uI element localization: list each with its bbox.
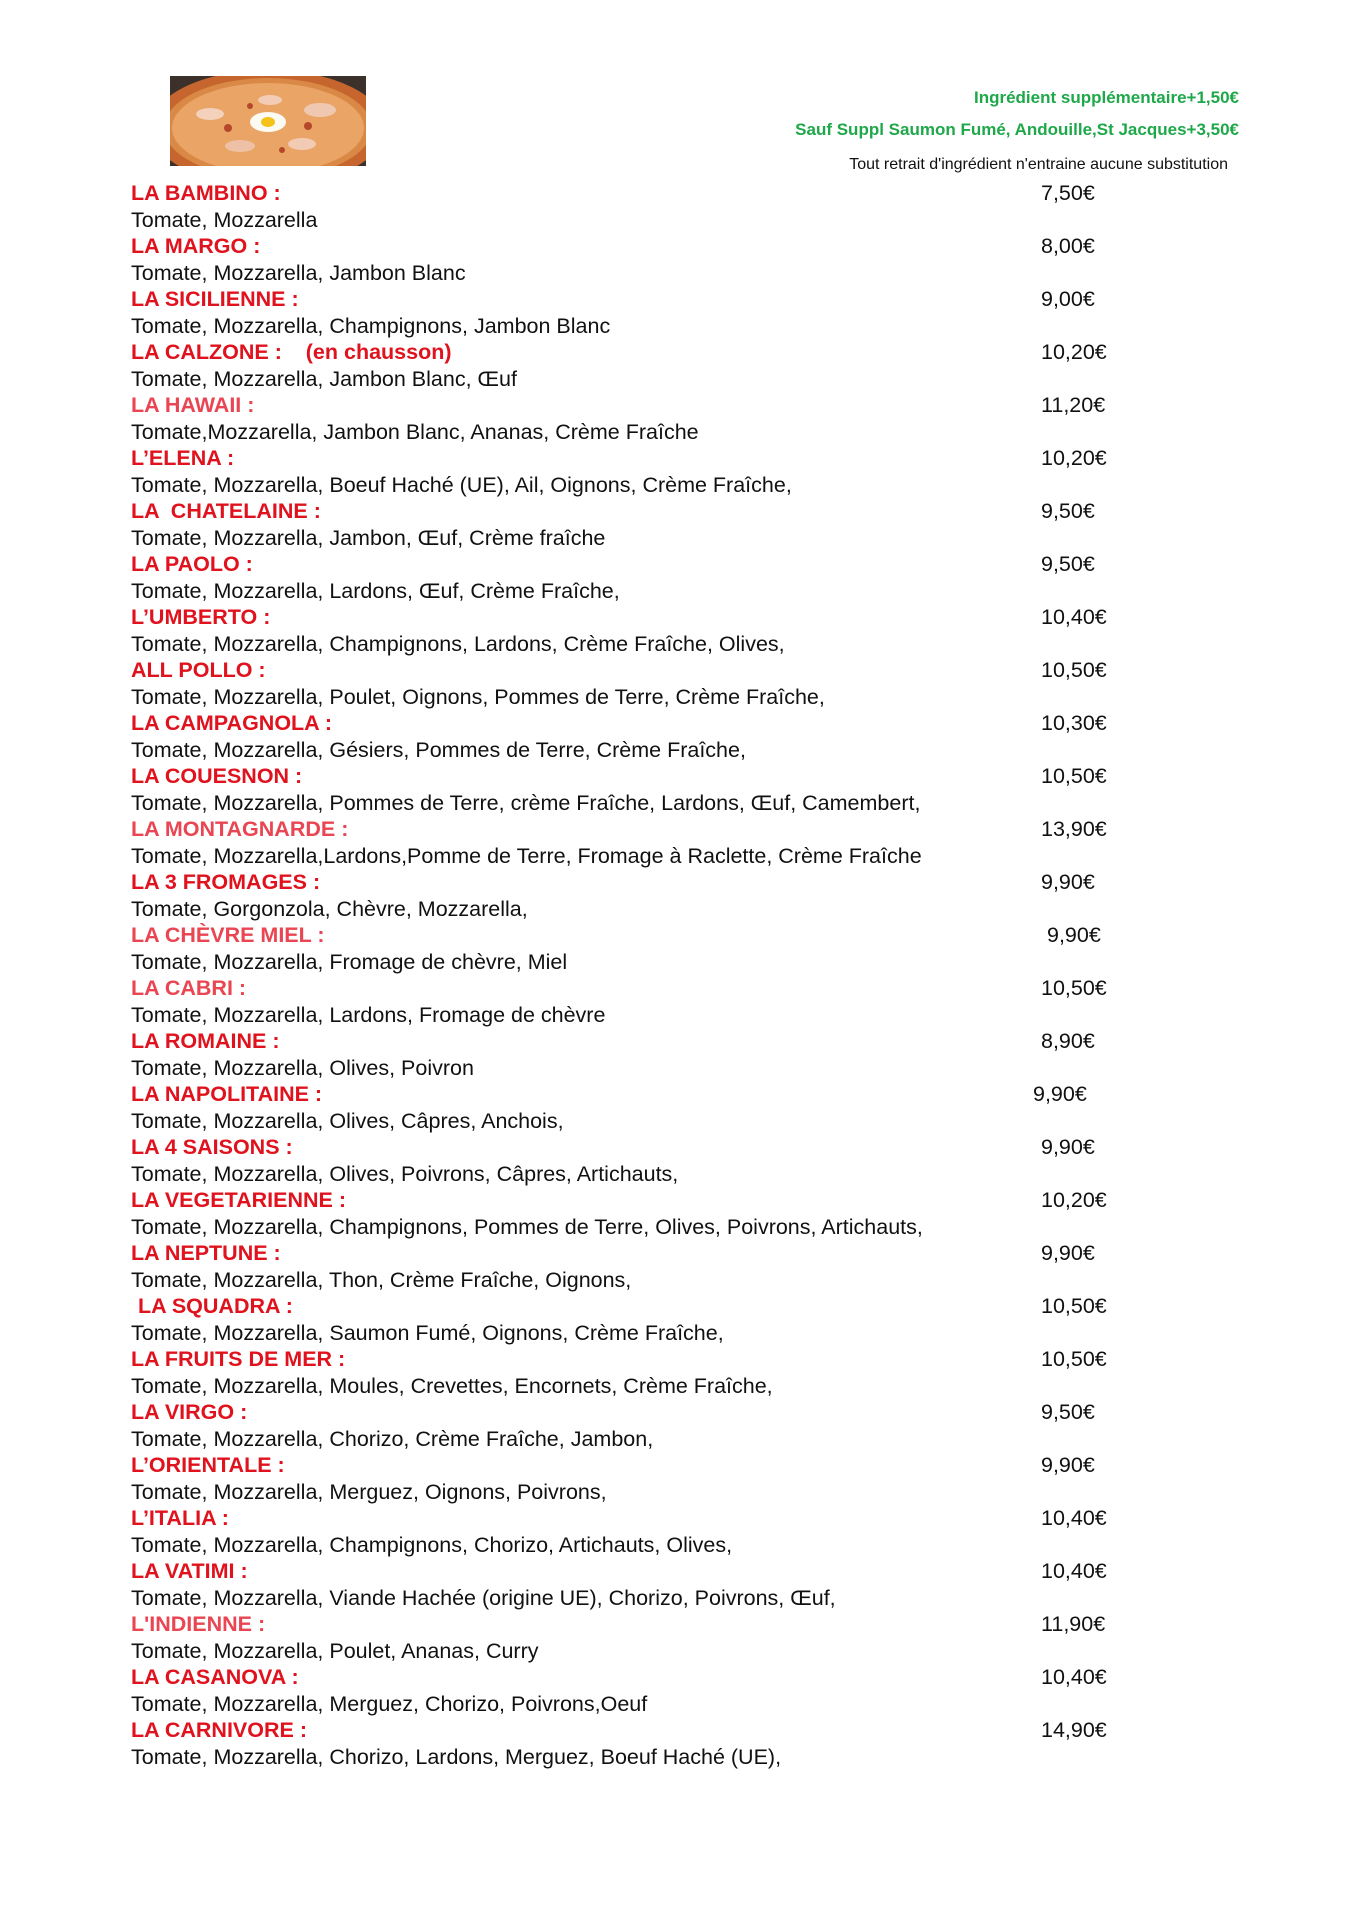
extra-ingredient-note: Ingrédient supplémentaire+1,50€ — [973, 88, 1239, 107]
menu-item — [131, 657, 1131, 710]
pizza-price: 9,90€ — [1033, 1082, 1087, 1106]
menu-item — [131, 710, 1131, 763]
pizza-ingredients: Tomate, Mozzarella, Viande Hachée (origine UE), Chorizo, Poivrons, Œuf, — [131, 1585, 836, 1610]
menu-item — [131, 975, 1131, 1028]
pizza-ingredients: Tomate, Mozzarella, Fromage de chèvre, Miel — [131, 949, 568, 974]
pizza-ingredients: Tomate, Mozzarella, Moules, Crevettes, Encornets, Crème Fraîche, — [131, 1373, 773, 1398]
menu-item — [131, 1293, 1131, 1346]
pizza-name: LA CABRI : — [131, 976, 247, 1000]
menu-item — [131, 551, 1131, 604]
pizza-name: LA CHÈVRE MIEL : — [131, 923, 325, 947]
pizza-name: LA SICILIENNE : — [131, 287, 299, 311]
pizza-price: 10,40€ — [1041, 605, 1107, 629]
pizza-name: L’ITALIA : — [131, 1506, 229, 1530]
pizza-name: LA ROMAINE : — [131, 1029, 280, 1053]
pizza-name: ALL POLLO : — [131, 658, 266, 682]
pizza-name: LA 3 FROMAGES : — [131, 870, 321, 894]
pizza-price: 10,50€ — [1041, 1347, 1107, 1371]
pizza-name: LA COUESNON : — [131, 764, 303, 788]
pizza-name: L’ORIENTALE : — [131, 1453, 285, 1477]
pizza-name: LA PAOLO : — [131, 552, 253, 576]
pizza-price: 9,50€ — [1041, 1400, 1095, 1424]
pizza-price: 10,40€ — [1041, 1506, 1107, 1530]
pizza-price: 9,90€ — [1041, 1241, 1095, 1265]
menu-item — [131, 869, 1131, 922]
menu-item — [131, 1452, 1131, 1505]
pizza-name: LA VIRGO : — [131, 1400, 248, 1424]
menu-item — [131, 1081, 1131, 1134]
pizza-price: 10,50€ — [1041, 976, 1107, 1000]
pizza-ingredients: Tomate, Mozzarella, Pommes de Terre, crème Fraîche, Lardons, Œuf, Camembert, — [131, 790, 921, 815]
pizza-price: 10,50€ — [1041, 764, 1107, 788]
pizza-ingredients: Tomate, Mozzarella,Lardons,Pomme de Terre, Fromage à Raclette, Crème Fraîche — [131, 843, 922, 868]
pizza-price: 10,50€ — [1041, 658, 1107, 682]
menu-item — [131, 1717, 1131, 1770]
pizza-name: LA VEGETARIENNE : — [131, 1188, 347, 1212]
menu-item — [131, 1134, 1131, 1187]
pizza-ingredients: Tomate, Mozzarella, Saumon Fumé, Oignons, Crème Fraîche, — [131, 1320, 724, 1345]
pizza-price: 11,90€ — [1041, 1612, 1106, 1636]
menu-item — [131, 1664, 1131, 1717]
pizza-price: 10,20€ — [1041, 1188, 1107, 1212]
menu-item — [131, 392, 1131, 445]
pizza-price: 10,50€ — [1041, 1294, 1107, 1318]
pizza-ingredients: Tomate, Mozzarella, Chorizo, Lardons, Merguez, Boeuf Haché (UE), — [131, 1744, 782, 1769]
pizza-ingredients: Tomate, Mozzarella — [131, 207, 318, 232]
pizza-name: LA NEPTUNE : — [131, 1241, 281, 1265]
menu-item — [131, 286, 1131, 339]
pizza-name: L’UMBERTO : — [131, 605, 271, 629]
pizza-ingredients: Tomate, Mozzarella, Olives, Câpres, Anchois, — [131, 1108, 564, 1133]
pizza-ingredients: Tomate, Mozzarella, Champignons, Pommes de Terre, Olives, Poivrons, Artichauts, — [131, 1214, 923, 1239]
pizza-name: LA BAMBINO : — [131, 181, 281, 205]
menu-item — [131, 1028, 1131, 1081]
premium-supplement-note: Sauf Suppl Saumon Fumé, Andouille,St Jacques+3,50€ — [795, 120, 1239, 139]
pizza-ingredients: Tomate, Mozzarella, Champignons, Jambon Blanc — [131, 313, 611, 338]
pizza-ingredients: Tomate, Mozzarella, Thon, Crème Fraîche, Oignons, — [131, 1267, 632, 1292]
pizza-price: 9,90€ — [1041, 870, 1095, 894]
pizza-price: 10,20€ — [1041, 446, 1107, 470]
pizza-name: LA 4 SAISONS : — [131, 1135, 293, 1159]
pizza-ingredients: Tomate, Mozzarella, Lardons, Œuf, Crème Fraîche, — [131, 578, 620, 603]
pizza-name: LA SQUADRA : — [138, 1294, 293, 1318]
pizza-name: LA CARNIVORE : — [131, 1718, 307, 1742]
menu-item — [131, 1611, 1131, 1664]
pizza-price: 8,00€ — [1041, 234, 1095, 258]
menu-item — [131, 1187, 1131, 1240]
menu-item — [131, 233, 1131, 286]
pizza-price: 10,40€ — [1041, 1559, 1107, 1583]
menu-item — [131, 1399, 1131, 1452]
pizza-ingredients: Tomate, Mozzarella, Chorizo, Crème Fraîche, Jambon, — [131, 1426, 654, 1451]
pizza-price: 13,90€ — [1041, 817, 1107, 841]
pizza-ingredients: Tomate,Mozzarella, Jambon Blanc, Ananas, Crème Fraîche — [131, 419, 699, 444]
pizza-name: LA VATIMI : — [131, 1559, 248, 1583]
pizza-name: LA CAMPAGNOLA : — [131, 711, 333, 735]
menu-item — [131, 922, 1131, 975]
pizza-name: LA CHATELAINE : — [131, 499, 321, 523]
pizza-ingredients: Tomate, Mozzarella, Olives, Poivron — [131, 1055, 474, 1080]
pizza-ingredients: Tomate, Mozzarella, Jambon Blanc — [131, 260, 466, 285]
pizza-price: 11,20€ — [1041, 393, 1106, 417]
pizza-ingredients: Tomate, Gorgonzola, Chèvre, Mozzarella, — [131, 896, 528, 921]
menu-item — [131, 1505, 1131, 1558]
pizza-ingredients: Tomate, Mozzarella, Gésiers, Pommes de Terre, Crème Fraîche, — [131, 737, 746, 762]
pizza-photo — [170, 76, 366, 166]
pizza-ingredients: Tomate, Mozzarella, Boeuf Haché (UE), Ail, Oignons, Crème Fraîche, — [131, 472, 792, 497]
menu-item — [131, 604, 1131, 657]
menu-item — [131, 445, 1131, 498]
pizza-price: 9,90€ — [1047, 923, 1101, 947]
pizza-name: LA NAPOLITAINE : — [131, 1082, 323, 1106]
substitution-note: Tout retrait d'ingrédient n'entraine aucune substitution — [849, 156, 1228, 173]
pizza-ingredients: Tomate, Mozzarella, Jambon, Œuf, Crème fraîche — [131, 525, 606, 550]
pizza-price: 9,90€ — [1041, 1135, 1095, 1159]
pizza-ingredients: Tomate, Mozzarella, Olives, Poivrons, Câpres, Artichauts, — [131, 1161, 679, 1186]
pizza-name: LA MARGO : — [131, 234, 261, 258]
pizza-price: 9,90€ — [1041, 1453, 1095, 1477]
pizza-name: LA MONTAGNARDE : — [131, 817, 349, 841]
pizza-name: L'INDIENNE : — [131, 1612, 266, 1636]
pizza-price: 9,50€ — [1041, 552, 1095, 576]
pizza-ingredients: Tomate, Mozzarella, Jambon Blanc, Œuf — [131, 366, 517, 391]
menu-item — [131, 763, 1131, 816]
menu-item — [131, 1240, 1131, 1293]
pizza-ingredients: Tomate, Mozzarella, Merguez, Oignons, Poivrons, — [131, 1479, 607, 1504]
pizza-name: LA HAWAII : — [131, 393, 255, 417]
menu-item — [131, 498, 1131, 551]
pizza-ingredients: Tomate, Mozzarella, Merguez, Chorizo, Poivrons,Oeuf — [131, 1691, 648, 1716]
pizza-price: 10,30€ — [1041, 711, 1107, 735]
pizza-price: 9,50€ — [1041, 499, 1095, 523]
pizza-ingredients: Tomate, Mozzarella, Lardons, Fromage de chèvre — [131, 1002, 606, 1027]
menu-item — [131, 180, 1131, 233]
pizza-name: LA CALZONE : (en chausson) — [131, 340, 452, 364]
pizza-name: L’ELENA : — [131, 446, 235, 470]
pizza-ingredients: Tomate, Mozzarella, Poulet, Oignons, Pommes de Terre, Crème Fraîche, — [131, 684, 825, 709]
pizza-name: LA CASANOVA : — [131, 1665, 299, 1689]
pizza-ingredients: Tomate, Mozzarella, Champignons, Lardons, Crème Fraîche, Olives, — [131, 631, 785, 656]
menu-item — [131, 1558, 1131, 1611]
pizza-ingredients: Tomate, Mozzarella, Poulet, Ananas, Curry — [131, 1638, 539, 1663]
menu-item — [131, 339, 1131, 392]
pizza-illustration — [170, 76, 366, 166]
pizza-price: 7,50€ — [1041, 181, 1095, 205]
menu-item — [131, 816, 1131, 869]
pizza-ingredients: Tomate, Mozzarella, Champignons, Chorizo, Artichauts, Olives, — [131, 1532, 733, 1557]
pizza-price: 9,00€ — [1041, 287, 1095, 311]
pizza-price: 8,90€ — [1041, 1029, 1095, 1053]
menu-item — [131, 1346, 1131, 1399]
pizza-name: LA FRUITS DE MER : — [131, 1347, 346, 1371]
pizza-menu-list — [131, 180, 1131, 1770]
pizza-price: 10,20€ — [1041, 340, 1107, 364]
pizza-price: 10,40€ — [1041, 1665, 1107, 1689]
pizza-price: 14,90€ — [1041, 1718, 1107, 1742]
